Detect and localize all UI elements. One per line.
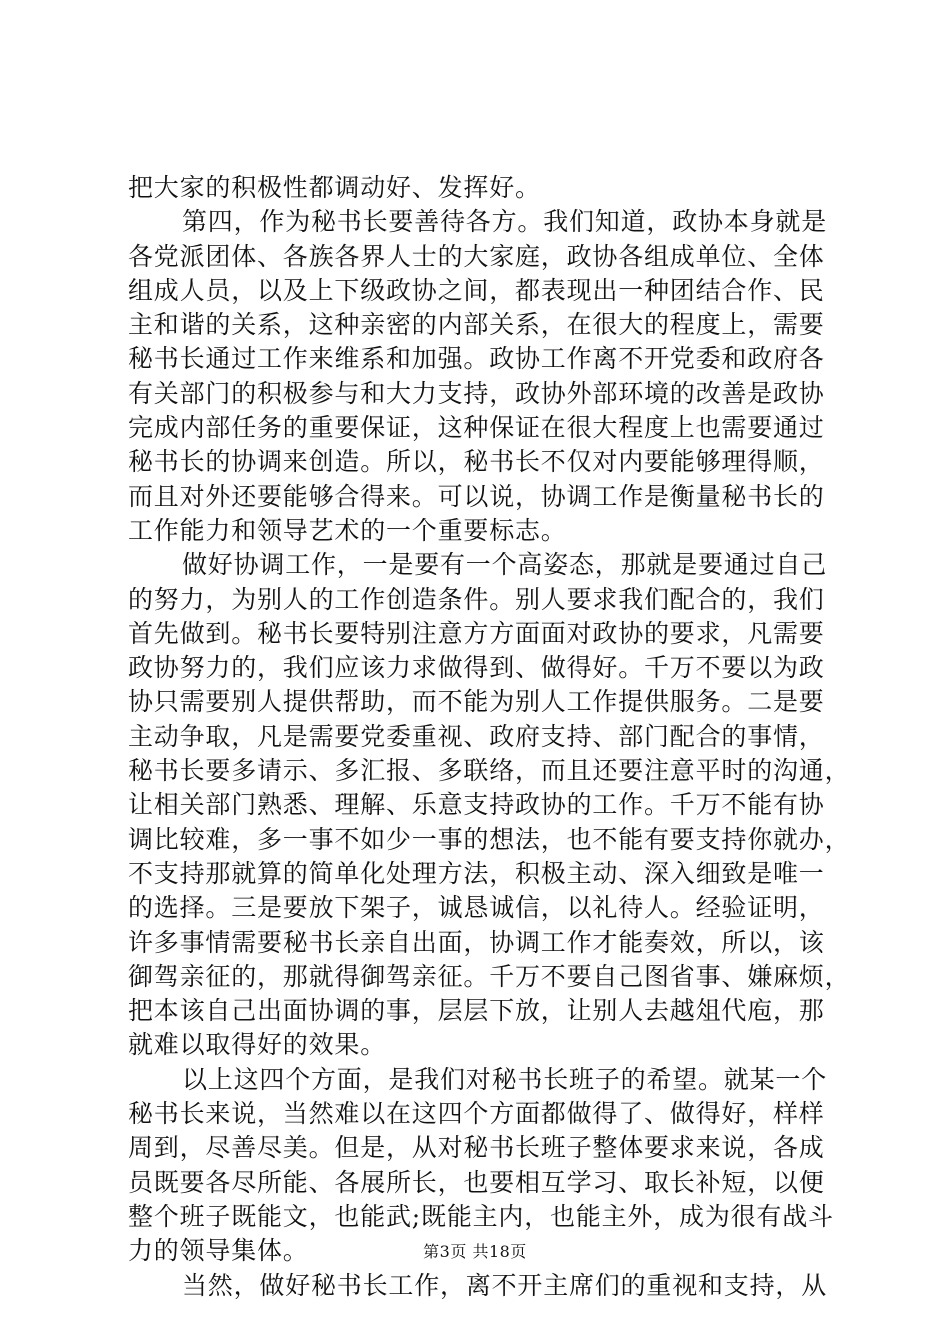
paragraph [128, 548, 851, 1062]
text-line: 的努力，为别人的工作创造条件。别人要求我们配合的，我们 [128, 584, 825, 614]
text-line: 秘书长的协调来创造。所以，秘书长不仅对内要能够理得顺， [128, 447, 825, 477]
text-line: 以上这四个方面，是我们对秘书长班子的希望。就某一个 [182, 1064, 828, 1094]
text-line: 御驾亲征的，那就得御驾亲征。千万不要自己图省事、嫌麻烦， [128, 961, 851, 991]
paragraph [128, 1063, 834, 1269]
text-line: 不支持那就算的简单化处理方法，积极主动、深入细致是唯一 [128, 858, 825, 888]
text-line: 做好协调工作，一是要有一个高姿态，那就是要通过自己 [182, 550, 828, 580]
text-line: 工作能力和领导艺术的一个重要标志。 [128, 515, 567, 545]
text-line: 协只需要别人提供帮助，而不能为别人工作提供服务。二是要 [128, 687, 825, 717]
text-line: 组成人员，以及上下级政协之间，都表现出一种团结合作、民 [128, 275, 825, 305]
text-line: 就难以取得好的效果。 [128, 1030, 387, 1060]
text-line: 把大家的积极性都调动好、发挥好。 [128, 173, 541, 202]
text-line: 许多事情需要秘书长亲自出面，协调工作才能奏效，所以，该 [128, 927, 825, 957]
text-line: 首先做到。秘书长要特别注意方方面面对政协的要求，凡需要 [128, 618, 825, 648]
text-line: 主和谐的关系，这种亲密的内部关系，在很大的程度上，需要 [128, 310, 825, 340]
text-line: 力的领导集体。 [128, 1236, 309, 1266]
text-line: 当然，做好秘书长工作，离不开主席们的重视和支持，从 [182, 1270, 828, 1300]
text-line: 政协努力的，我们应该力求做得到、做得好。千万不要以为政 [128, 653, 825, 683]
text-line: 完成内部任务的重要保证，这种保证在很大程度上也需要通过 [128, 413, 825, 443]
text-line: 员既要各尽所能、各展所长，也要相互学习、取长补短，以便 [128, 1167, 825, 1197]
text-line: 第四，作为秘书长要善待各方。我们知道，政协本身就是 [182, 207, 828, 237]
text-line: 秘书长要多请示、多汇报、多联络，而且还要注意平时的沟通， [128, 756, 851, 786]
paragraph [128, 205, 828, 548]
text-line: 整个班子既能文，也能武;既能主内，也能主外，成为很有战斗 [128, 1201, 834, 1231]
text-line: 秘书长来说，当然难以在这四个方面都做得了、做得好，样样 [128, 1099, 825, 1129]
paragraph [128, 171, 828, 205]
text-line: 主动争取，凡是需要党委重视、政府支持、部门配合的事情， [128, 721, 825, 751]
text-line: 让相关部门熟悉、理解、乐意支持政协的工作。千万不能有协 [128, 790, 825, 820]
text-line: 有关部门的积极参与和大力支持，政协外部环境的改善是政协 [128, 378, 825, 408]
text-line: 周到，尽善尽美。但是，从对秘书长班子整体要求来说，各成 [128, 1133, 825, 1163]
paragraph [128, 1269, 828, 1303]
document-body [128, 171, 851, 1303]
text-line: 把本该自己出面协调的事，层层下放，让别人去越俎代庖，那 [128, 996, 825, 1026]
text-line: 而且对外还要能够合得来。可以说，协调工作是衡量秘书长的 [128, 481, 825, 511]
page-number-footer: 第3页 共18页 [423, 1242, 527, 1261]
text-line: 秘书长通过工作来维系和加强。政协工作离不开党委和政府各 [128, 344, 825, 374]
text-line: 调比较难，多一事不如少一事的想法，也不能有要支持你就办， [128, 824, 851, 854]
text-line: 各党派团体、各族各界人士的大家庭，政协各组成单位、全体 [128, 241, 825, 271]
text-line: 的选择。三是要放下架子，诚恳诚信，以礼待人。经验证明， [128, 893, 825, 923]
